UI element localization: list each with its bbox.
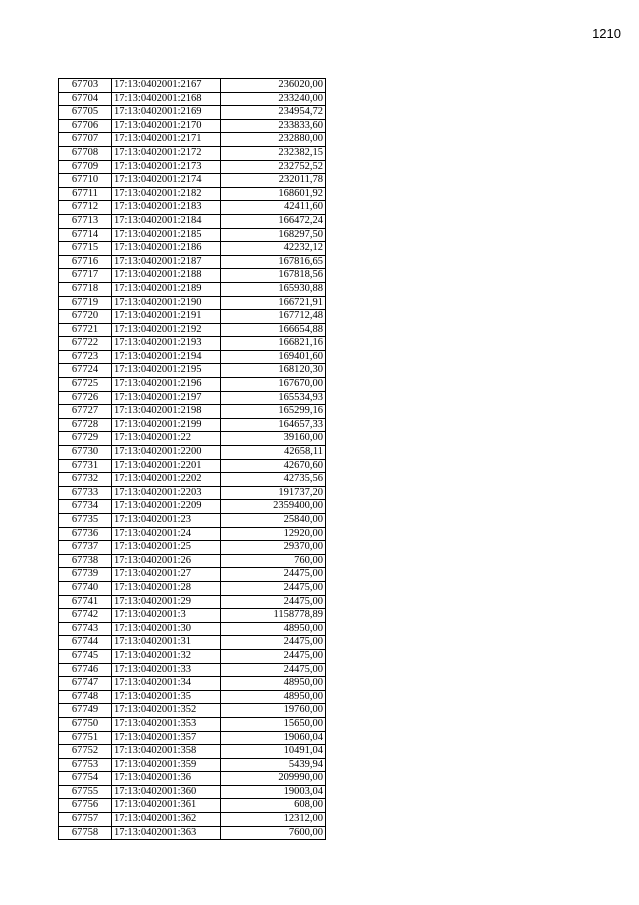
cadastral-number-cell: 17:13:0402001:30 (112, 622, 221, 636)
row-number-cell: 67736 (59, 527, 112, 541)
cadastral-value-cell: 48950,00 (221, 690, 326, 704)
table-row (59, 119, 326, 133)
row-number-cell: 67745 (59, 649, 112, 663)
table-row (59, 174, 326, 188)
cadastral-value-cell: 166721,91 (221, 296, 326, 310)
row-number-cell: 67740 (59, 581, 112, 595)
cadastral-value-cell: 165534,93 (221, 391, 326, 405)
row-number-cell: 67706 (59, 119, 112, 133)
row-number-cell: 67757 (59, 813, 112, 827)
table-row (59, 310, 326, 324)
cadastral-value-cell: 24475,00 (221, 595, 326, 609)
row-number-cell: 67708 (59, 146, 112, 160)
cadastral-number-cell: 17:13:0402001:2198 (112, 405, 221, 419)
cadastral-value-cell: 233833,60 (221, 119, 326, 133)
cadastral-value-cell: 24475,00 (221, 581, 326, 595)
table-row (59, 79, 326, 93)
cadastral-value-cell: 1158778,89 (221, 609, 326, 623)
cadastral-value-cell: 42658,11 (221, 446, 326, 460)
cadastral-number-cell: 17:13:0402001:2200 (112, 446, 221, 460)
cadastral-value-cell: 24475,00 (221, 568, 326, 582)
cadastral-number-cell: 17:13:0402001:2171 (112, 133, 221, 147)
cadastral-number-cell: 17:13:0402001:29 (112, 595, 221, 609)
cadastral-number-cell: 17:13:0402001:2203 (112, 486, 221, 500)
row-number-cell: 67752 (59, 745, 112, 759)
cadastral-number-cell: 17:13:0402001:2169 (112, 106, 221, 120)
cadastral-value-cell: 48950,00 (221, 622, 326, 636)
row-number-cell: 67748 (59, 690, 112, 704)
cadastral-value-cell: 608,00 (221, 799, 326, 813)
table-row (59, 677, 326, 691)
row-number-cell: 67730 (59, 446, 112, 460)
table-row (59, 568, 326, 582)
table-row (59, 813, 326, 827)
cadastral-value-cell: 42670,60 (221, 459, 326, 473)
cadastral-value-cell: 168120,30 (221, 364, 326, 378)
row-number-cell: 67743 (59, 622, 112, 636)
cadastral-value-cell: 19760,00 (221, 704, 326, 718)
table-row (59, 731, 326, 745)
cadastral-number-cell: 17:13:0402001:2209 (112, 500, 221, 514)
row-number-cell: 67712 (59, 201, 112, 215)
table-row (59, 269, 326, 283)
cadastral-number-cell: 17:13:0402001:2185 (112, 228, 221, 242)
cadastral-value-cell: 209990,00 (221, 772, 326, 786)
row-number-cell: 67726 (59, 391, 112, 405)
row-number-cell: 67728 (59, 418, 112, 432)
cadastral-number-cell: 17:13:0402001:2174 (112, 174, 221, 188)
cadastral-number-cell: 17:13:0402001:361 (112, 799, 221, 813)
row-number-cell: 67724 (59, 364, 112, 378)
table-row (59, 282, 326, 296)
table-row (59, 581, 326, 595)
cadastral-number-cell: 17:13:0402001:2182 (112, 187, 221, 201)
row-number-cell: 67742 (59, 609, 112, 623)
row-number-cell: 67727 (59, 405, 112, 419)
table-row (59, 133, 326, 147)
cadastral-value-cell: 29370,00 (221, 541, 326, 555)
table-row (59, 663, 326, 677)
table-row (59, 146, 326, 160)
cadastral-value-cell: 7600,00 (221, 826, 326, 840)
table-row (59, 554, 326, 568)
table-row (59, 649, 326, 663)
cadastral-value-cell: 232011,78 (221, 174, 326, 188)
table-row (59, 418, 326, 432)
cadastral-value-cell: 2359400,00 (221, 500, 326, 514)
cadastral-value-cell: 15650,00 (221, 717, 326, 731)
table-row (59, 527, 326, 541)
row-number-cell: 67710 (59, 174, 112, 188)
table-row (59, 106, 326, 120)
cadastral-value-cell: 19060,04 (221, 731, 326, 745)
table-row (59, 446, 326, 460)
cadastral-value-cell: 232880,00 (221, 133, 326, 147)
cadastral-number-cell: 17:13:0402001:352 (112, 704, 221, 718)
row-number-cell: 67723 (59, 350, 112, 364)
row-number-cell: 67703 (59, 79, 112, 93)
cadastral-value-table (58, 78, 326, 840)
table-row (59, 242, 326, 256)
cadastral-number-cell: 17:13:0402001:2172 (112, 146, 221, 160)
row-number-cell: 67717 (59, 269, 112, 283)
cadastral-value-cell: 42411,60 (221, 201, 326, 215)
cadastral-value-cell: 168297,50 (221, 228, 326, 242)
row-number-cell: 67758 (59, 826, 112, 840)
cadastral-value-cell: 25840,00 (221, 514, 326, 528)
row-number-cell: 67753 (59, 758, 112, 772)
row-number-cell: 67714 (59, 228, 112, 242)
cadastral-value-cell: 19003,04 (221, 785, 326, 799)
row-number-cell: 67747 (59, 677, 112, 691)
cadastral-number-cell: 17:13:0402001:360 (112, 785, 221, 799)
row-number-cell: 67756 (59, 799, 112, 813)
table-row (59, 799, 326, 813)
cadastral-value-cell: 24475,00 (221, 663, 326, 677)
cadastral-number-cell: 17:13:0402001:24 (112, 527, 221, 541)
cadastral-number-cell: 17:13:0402001:2195 (112, 364, 221, 378)
row-number-cell: 67715 (59, 242, 112, 256)
cadastral-number-cell: 17:13:0402001:31 (112, 636, 221, 650)
cadastral-number-cell: 17:13:0402001:357 (112, 731, 221, 745)
cadastral-value-cell: 232752,52 (221, 160, 326, 174)
table-body (59, 79, 326, 840)
cadastral-number-cell: 17:13:0402001:2192 (112, 323, 221, 337)
table-row (59, 350, 326, 364)
row-number-cell: 67749 (59, 704, 112, 718)
table-row (59, 391, 326, 405)
cadastral-number-cell: 17:13:0402001:2193 (112, 337, 221, 351)
cadastral-number-cell: 17:13:0402001:35 (112, 690, 221, 704)
cadastral-value-cell: 232382,15 (221, 146, 326, 160)
table-row (59, 228, 326, 242)
cadastral-number-cell: 17:13:0402001:353 (112, 717, 221, 731)
table-row (59, 500, 326, 514)
cadastral-number-cell: 17:13:0402001:23 (112, 514, 221, 528)
cadastral-number-cell: 17:13:0402001:2186 (112, 242, 221, 256)
table-row (59, 690, 326, 704)
cadastral-number-cell: 17:13:0402001:2167 (112, 79, 221, 93)
cadastral-value-cell: 165930,88 (221, 282, 326, 296)
row-number-cell: 67732 (59, 473, 112, 487)
cadastral-number-cell: 17:13:0402001:2194 (112, 350, 221, 364)
cadastral-number-cell: 17:13:0402001:33 (112, 663, 221, 677)
table-row (59, 636, 326, 650)
row-number-cell: 67734 (59, 500, 112, 514)
table-row (59, 201, 326, 215)
row-number-cell: 67751 (59, 731, 112, 745)
table-row (59, 337, 326, 351)
table-row (59, 432, 326, 446)
table-row (59, 92, 326, 106)
row-number-cell: 67738 (59, 554, 112, 568)
row-number-cell: 67725 (59, 378, 112, 392)
cadastral-number-cell: 17:13:0402001:22 (112, 432, 221, 446)
page-number: 1210 (592, 26, 621, 41)
cadastral-value-cell: 39160,00 (221, 432, 326, 446)
cadastral-value-cell: 24475,00 (221, 649, 326, 663)
table-row (59, 622, 326, 636)
cadastral-number-cell: 17:13:0402001:28 (112, 581, 221, 595)
row-number-cell: 67735 (59, 514, 112, 528)
table-row (59, 405, 326, 419)
row-number-cell: 67721 (59, 323, 112, 337)
cadastral-number-cell: 17:13:0402001:2188 (112, 269, 221, 283)
cadastral-number-cell: 17:13:0402001:25 (112, 541, 221, 555)
cadastral-value-cell: 48950,00 (221, 677, 326, 691)
cadastral-number-cell: 17:13:0402001:2173 (112, 160, 221, 174)
table-row (59, 745, 326, 759)
row-number-cell: 67744 (59, 636, 112, 650)
table-row (59, 785, 326, 799)
cadastral-number-cell: 17:13:0402001:26 (112, 554, 221, 568)
table-row (59, 514, 326, 528)
table-row (59, 541, 326, 555)
cadastral-number-cell: 17:13:0402001:2183 (112, 201, 221, 215)
cadastral-number-cell: 17:13:0402001:34 (112, 677, 221, 691)
cadastral-value-cell: 167818,56 (221, 269, 326, 283)
row-number-cell: 67705 (59, 106, 112, 120)
cadastral-number-cell: 17:13:0402001:36 (112, 772, 221, 786)
row-number-cell: 67709 (59, 160, 112, 174)
cadastral-value-cell: 24475,00 (221, 636, 326, 650)
table-row (59, 364, 326, 378)
table-row (59, 473, 326, 487)
cadastral-value-cell: 164657,33 (221, 418, 326, 432)
table-row (59, 717, 326, 731)
cadastral-number-cell: 17:13:0402001:2202 (112, 473, 221, 487)
cadastral-value-cell: 5439,94 (221, 758, 326, 772)
cadastral-value-cell: 10491,04 (221, 745, 326, 759)
cadastral-value-cell: 12312,00 (221, 813, 326, 827)
cadastral-value-cell: 12920,00 (221, 527, 326, 541)
row-number-cell: 67755 (59, 785, 112, 799)
row-number-cell: 67731 (59, 459, 112, 473)
cadastral-value-cell: 165299,16 (221, 405, 326, 419)
table-row (59, 595, 326, 609)
row-number-cell: 67746 (59, 663, 112, 677)
row-number-cell: 67741 (59, 595, 112, 609)
table-row (59, 214, 326, 228)
table-row (59, 826, 326, 840)
cadastral-number-cell: 17:13:0402001:27 (112, 568, 221, 582)
row-number-cell: 67716 (59, 255, 112, 269)
table-row (59, 296, 326, 310)
row-number-cell: 67718 (59, 282, 112, 296)
table-row (59, 758, 326, 772)
cadastral-number-cell: 17:13:0402001:2189 (112, 282, 221, 296)
cadastral-number-cell: 17:13:0402001:358 (112, 745, 221, 759)
table-row (59, 772, 326, 786)
cadastral-number-cell: 17:13:0402001:3 (112, 609, 221, 623)
cadastral-value-cell: 42735,56 (221, 473, 326, 487)
row-number-cell: 67720 (59, 310, 112, 324)
cadastral-value-cell: 191737,20 (221, 486, 326, 500)
table-row (59, 609, 326, 623)
cadastral-value-cell: 760,00 (221, 554, 326, 568)
row-number-cell: 67729 (59, 432, 112, 446)
cadastral-number-cell: 17:13:0402001:2184 (112, 214, 221, 228)
cadastral-number-cell: 17:13:0402001:2197 (112, 391, 221, 405)
cadastral-value-cell: 234954,72 (221, 106, 326, 120)
cadastral-number-cell: 17:13:0402001:2201 (112, 459, 221, 473)
cadastral-value-cell: 169401,60 (221, 350, 326, 364)
row-number-cell: 67750 (59, 717, 112, 731)
table-row (59, 160, 326, 174)
cadastral-number-cell: 17:13:0402001:2190 (112, 296, 221, 310)
row-number-cell: 67739 (59, 568, 112, 582)
cadastral-value-cell: 236020,00 (221, 79, 326, 93)
table-row (59, 459, 326, 473)
row-number-cell: 67713 (59, 214, 112, 228)
cadastral-value-cell: 167712,48 (221, 310, 326, 324)
row-number-cell: 67754 (59, 772, 112, 786)
cadastral-value-cell: 167816,65 (221, 255, 326, 269)
cadastral-number-cell: 17:13:0402001:2191 (112, 310, 221, 324)
table-row (59, 255, 326, 269)
row-number-cell: 67711 (59, 187, 112, 201)
cadastral-number-cell: 17:13:0402001:2168 (112, 92, 221, 106)
table-row (59, 486, 326, 500)
cadastral-number-cell: 17:13:0402001:2170 (112, 119, 221, 133)
cadastral-number-cell: 17:13:0402001:32 (112, 649, 221, 663)
table-row (59, 323, 326, 337)
cadastral-number-cell: 17:13:0402001:2187 (112, 255, 221, 269)
cadastral-value-cell: 166472,24 (221, 214, 326, 228)
table-row (59, 704, 326, 718)
table-row (59, 187, 326, 201)
row-number-cell: 67704 (59, 92, 112, 106)
row-number-cell: 67722 (59, 337, 112, 351)
cadastral-value-cell: 166654,88 (221, 323, 326, 337)
table-row (59, 378, 326, 392)
cadastral-number-cell: 17:13:0402001:359 (112, 758, 221, 772)
row-number-cell: 67719 (59, 296, 112, 310)
row-number-cell: 67707 (59, 133, 112, 147)
row-number-cell: 67733 (59, 486, 112, 500)
row-number-cell: 67737 (59, 541, 112, 555)
cadastral-number-cell: 17:13:0402001:2196 (112, 378, 221, 392)
cadastral-value-cell: 42232,12 (221, 242, 326, 256)
cadastral-value-cell: 168601,92 (221, 187, 326, 201)
cadastral-value-cell: 233240,00 (221, 92, 326, 106)
cadastral-number-cell: 17:13:0402001:2199 (112, 418, 221, 432)
cadastral-value-cell: 167670,00 (221, 378, 326, 392)
cadastral-number-cell: 17:13:0402001:362 (112, 813, 221, 827)
cadastral-value-cell: 166821,16 (221, 337, 326, 351)
cadastral-number-cell: 17:13:0402001:363 (112, 826, 221, 840)
